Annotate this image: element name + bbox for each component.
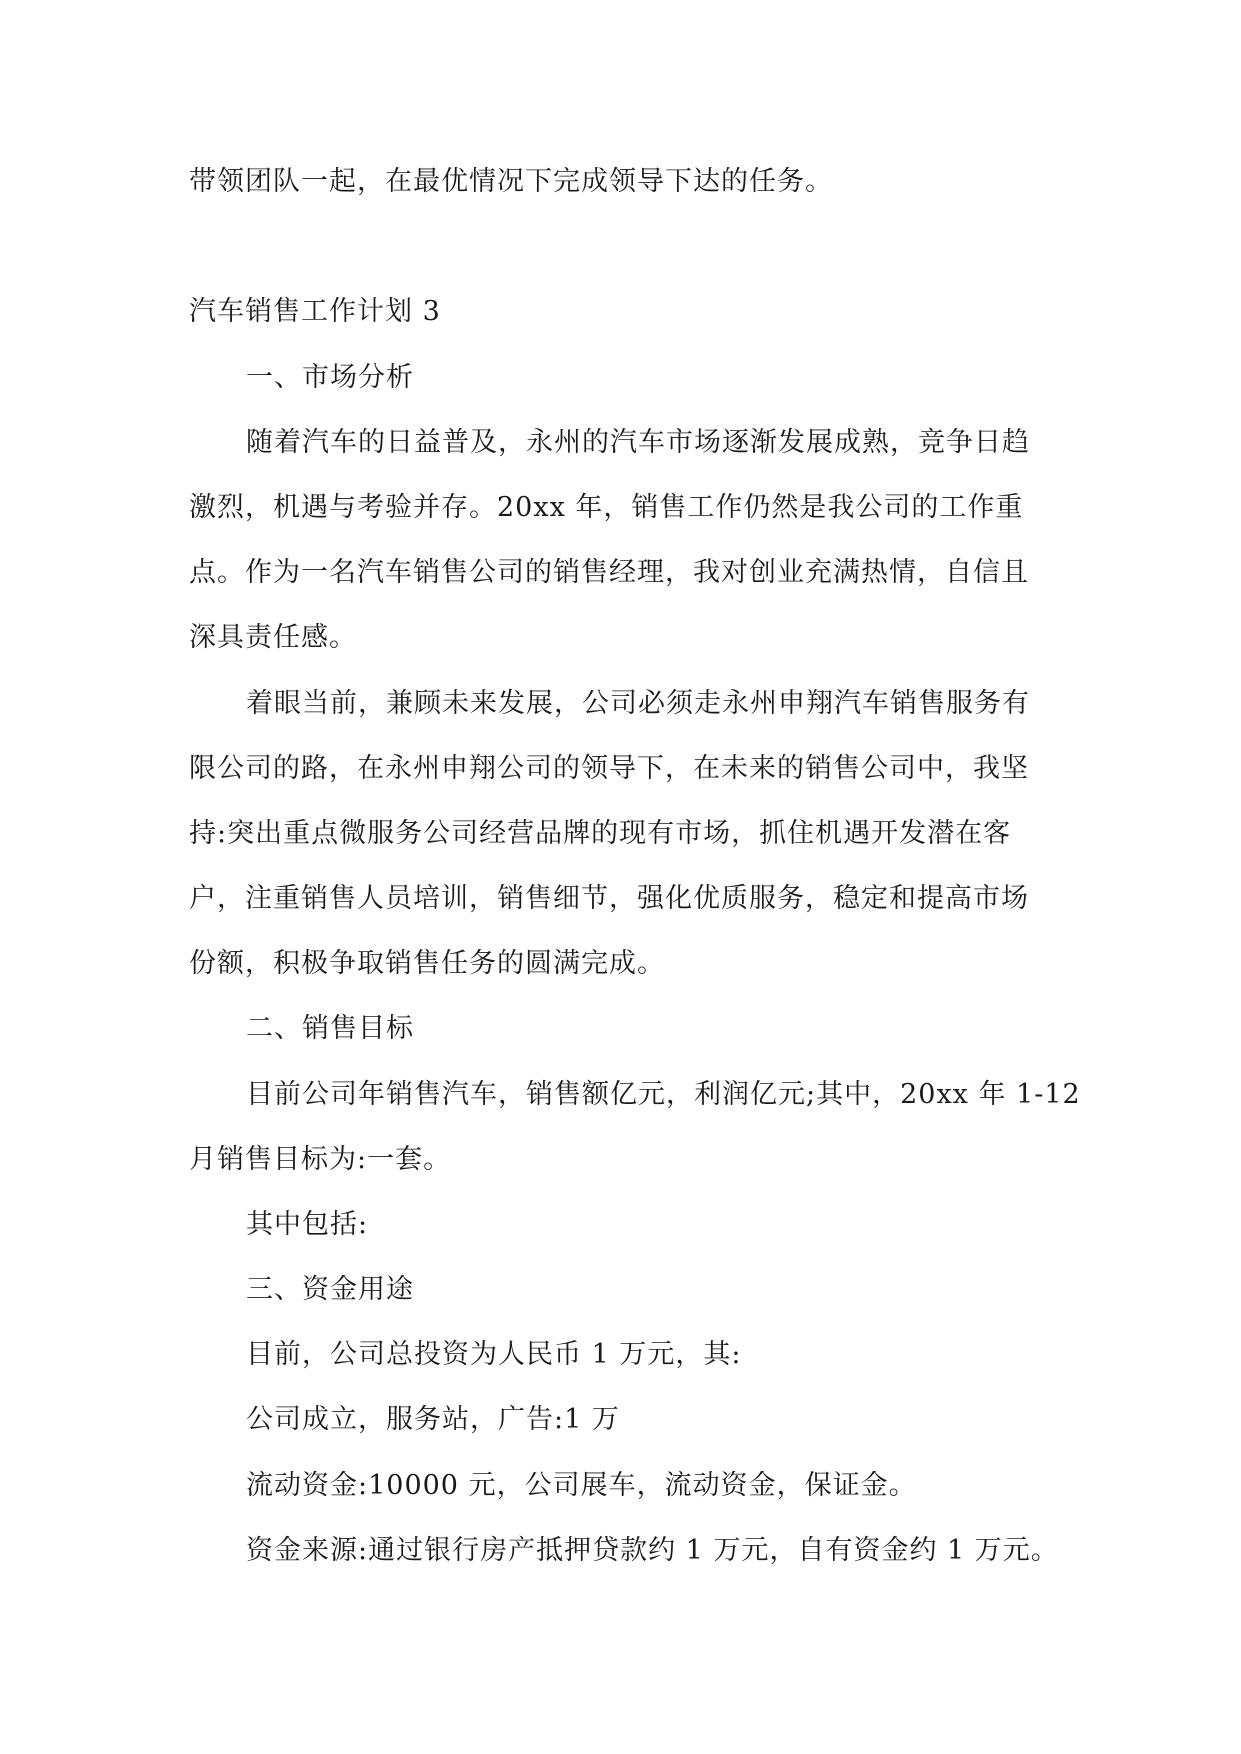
paragraph-line: 份额，积极争取销售任务的圆满完成。 [189,948,665,979]
subsection-heading: 一、市场分析 [246,362,414,393]
paragraph-line: 公司成立，服务站，广告:1 万 [246,1404,620,1435]
section-heading: 汽车销售工作计划 3 [189,296,441,327]
paragraph-line: 持:突出重点微服务公司经营品牌的现有市场，抓住机遇开发潜在客 [189,818,1012,849]
paragraph-line: 随着汽车的日益普及，永州的汽车市场逐渐发展成熟，竞争日趋 [246,427,1030,458]
paragraph-line: 户，注重销售人员培训，销售细节，强化优质服务，稳定和提高市场 [189,883,1029,914]
paragraph-line: 目前，公司总投资为人民币 1 万元，其: [246,1339,742,1370]
paragraph-line: 资金来源:通过银行房产抵押贷款约 1 万元，自有资金约 1 万元。 [246,1535,1059,1566]
subsection-heading: 二、销售目标 [246,1013,414,1044]
paragraph-line: 其中包括: [246,1209,369,1240]
paragraph-line: 流动资金:10000 元，公司展车，流动资金，保证金。 [246,1470,917,1501]
paragraph-line: 月销售目标为:一套。 [189,1144,452,1175]
paragraph-line: 点。作为一名汽车销售公司的销售经理，我对创业充满热情，自信且 [189,557,1029,588]
paragraph-line: 限公司的路，在永州申翔公司的领导下，在未来的销售公司中，我坚 [189,753,1029,784]
paragraph-line: 深具责任感。 [189,622,357,653]
subsection-heading: 三、资金用途 [246,1274,414,1305]
paragraph-line: 目前公司年销售汽车，销售额亿元，利润亿元;其中，20xx 年 1-12 [246,1079,1081,1110]
paragraph-line: 带领团队一起，在最优情况下完成领导下达的任务。 [189,166,833,197]
paragraph-line: 着眼当前，兼顾未来发展，公司必须走永州申翔汽车销售服务有 [246,688,1030,719]
paragraph-line: 激烈，机遇与考验并存。20xx 年，销售工作仍然是我公司的工作重 [189,492,1024,523]
